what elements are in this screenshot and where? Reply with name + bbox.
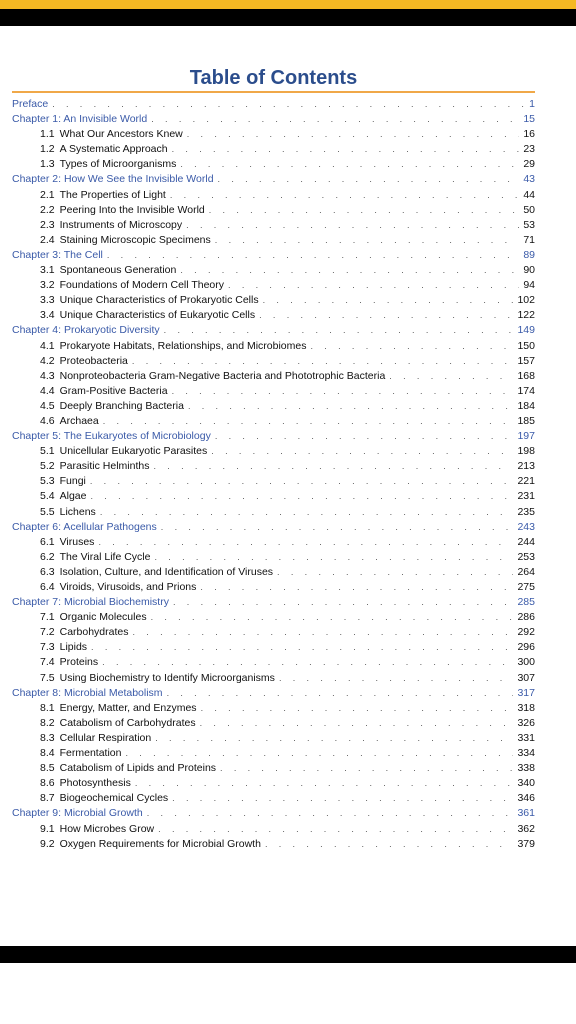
toc-entry-label: Archaea xyxy=(59,414,99,427)
toc-entry-label: Chapter 2: How We See the Invisible World xyxy=(12,173,214,186)
toc-entry-label: The Properties of Light xyxy=(59,188,166,201)
toc-chapter-link[interactable] xyxy=(12,112,535,127)
toc-entry-label: Types of Microorganisms xyxy=(59,158,177,171)
toc-entry-label: Chapter 6: Acellular Pathogens xyxy=(12,520,157,533)
toc-entry-label: Preface xyxy=(12,98,49,110)
toc-section-link[interactable] xyxy=(12,218,535,233)
toc-entry-label: Energy, Matter, and Enzymes xyxy=(59,701,197,714)
page-title: Table of Contents xyxy=(189,67,358,89)
toc-page-number: 300 xyxy=(517,656,535,669)
toc-section-link[interactable] xyxy=(12,716,535,731)
toc-page-number: 29 xyxy=(523,158,535,171)
toc-section-link[interactable] xyxy=(12,791,535,806)
toc-section-link[interactable] xyxy=(12,444,535,459)
toc-page-number: 346 xyxy=(517,792,535,805)
dot-leader xyxy=(98,535,513,550)
toc-entry-label: Chapter 3: The Cell xyxy=(12,248,103,261)
toc-page-number: 275 xyxy=(517,581,535,593)
toc-section-number: 5.5 xyxy=(40,505,55,518)
dot-leader xyxy=(167,686,514,701)
top-black-bar xyxy=(0,9,576,26)
toc-page-number: 198 xyxy=(517,445,535,458)
dot-leader xyxy=(180,263,519,278)
dot-leader xyxy=(125,746,513,761)
toc-section-link[interactable] xyxy=(12,505,535,520)
toc-section-link[interactable] xyxy=(12,550,535,565)
toc-entry-label: Staining Microscopic Specimens xyxy=(59,233,211,246)
toc-section-link[interactable] xyxy=(12,369,535,384)
toc-section-link[interactable] xyxy=(12,399,535,414)
toc-section-number: 7.2 xyxy=(40,626,55,639)
toc-chapter-link[interactable] xyxy=(12,806,535,821)
toc-page-number: 326 xyxy=(517,716,535,729)
dot-leader xyxy=(187,127,520,142)
toc-section-link[interactable] xyxy=(12,701,535,716)
toc-section-number: 7.3 xyxy=(40,641,55,654)
dot-leader xyxy=(259,308,513,323)
toc-section-link[interactable] xyxy=(12,157,535,172)
toc-section-number: 4.6 xyxy=(40,414,55,427)
toc-page-number: 292 xyxy=(517,626,535,639)
toc-section-number: 7.5 xyxy=(40,671,55,684)
toc-section-link[interactable] xyxy=(12,776,535,791)
toc-page-number: 331 xyxy=(517,731,535,744)
toc-section-link[interactable] xyxy=(12,474,535,489)
toc-page-number: 379 xyxy=(517,837,535,850)
toc-page-number: 157 xyxy=(517,354,535,367)
dot-leader xyxy=(188,399,514,414)
bottom-black-bar xyxy=(0,946,576,963)
toc-page-number: 71 xyxy=(523,233,535,246)
dot-leader xyxy=(135,776,514,791)
toc-section-link[interactable] xyxy=(12,671,535,686)
dot-leader xyxy=(151,112,519,127)
toc-page-number: 1 xyxy=(529,98,535,110)
dot-leader xyxy=(153,459,513,474)
toc-page-number: 318 xyxy=(517,701,535,714)
dot-leader xyxy=(218,172,520,187)
toc-section-link[interactable] xyxy=(12,731,535,746)
dot-leader xyxy=(155,731,513,746)
toc-entry-label: Using Biochemistry to Identify Microorganisms xyxy=(59,671,275,684)
toc-section-number: 4.4 xyxy=(40,384,55,397)
toc-section-number: 4.2 xyxy=(40,354,55,367)
toc-section-link[interactable] xyxy=(12,822,535,837)
toc-page-number: 361 xyxy=(517,807,535,820)
toc-page-number: 94 xyxy=(523,279,535,292)
toc-section-link[interactable] xyxy=(12,625,535,640)
toc-section-number: 7.4 xyxy=(40,656,55,669)
toc-entry-label: Unicellular Eukaryotic Parasites xyxy=(59,445,208,458)
dot-leader xyxy=(180,157,519,172)
toc-entry-label: Catabolism of Lipids and Proteins xyxy=(59,762,217,775)
toc-page-number: 338 xyxy=(517,762,535,775)
top-accent-strip xyxy=(0,0,576,9)
toc-page-number: 253 xyxy=(517,550,535,563)
toc-page-number: 90 xyxy=(523,264,535,277)
toc-section-link[interactable] xyxy=(12,278,535,293)
toc-section-number: 8.7 xyxy=(40,792,55,805)
toc-section-link[interactable] xyxy=(12,655,535,670)
toc-section-link[interactable] xyxy=(12,188,535,203)
toc-section-number: 9.1 xyxy=(40,822,55,835)
toc-chapter-link[interactable] xyxy=(12,686,535,701)
toc-page-number: 231 xyxy=(517,490,535,503)
toc-page-number: 150 xyxy=(517,339,535,352)
toc-section-number: 2.1 xyxy=(40,188,55,201)
dot-leader xyxy=(201,701,514,716)
dot-leader xyxy=(172,142,520,157)
toc-entry-label: Biogeochemical Cycles xyxy=(59,792,169,805)
dot-leader xyxy=(215,429,514,444)
toc-entry-label: Chapter 5: The Eukaryotes of Microbiology xyxy=(12,430,211,443)
toc-entry-label: Photosynthesis xyxy=(59,777,131,790)
toc-entry-label: Deeply Branching Bacteria xyxy=(59,399,184,412)
dot-leader xyxy=(100,505,514,520)
toc-entry-label: Isolation, Culture, and Identification of Viruses xyxy=(59,565,274,578)
toc-page-number: 149 xyxy=(517,324,535,337)
toc-section-number: 6.1 xyxy=(40,535,55,548)
toc-page-number: 185 xyxy=(517,414,535,427)
toc-entry-label: Proteins xyxy=(59,656,99,669)
toc-section-number: 7.1 xyxy=(40,611,55,624)
dot-leader xyxy=(209,203,520,218)
toc-page-number: 168 xyxy=(517,369,535,382)
toc-page-number: 16 xyxy=(523,128,535,141)
dot-leader xyxy=(132,625,513,640)
toc-section-link[interactable] xyxy=(12,339,535,354)
toc-section-number: 8.2 xyxy=(40,716,55,729)
toc-page-number: 317 xyxy=(517,686,535,699)
dot-leader xyxy=(90,489,513,504)
toc-section-link[interactable] xyxy=(12,746,535,761)
toc-section-link[interactable] xyxy=(12,354,535,369)
toc-entry-label: Viruses xyxy=(59,535,95,548)
toc-entry-label: Nonproteobacteria Gram-Negative Bacteria and Phototrophic Bacteria xyxy=(59,369,386,382)
dot-leader xyxy=(211,444,513,459)
toc-section-number: 1.3 xyxy=(40,158,55,171)
toc-page-number: 264 xyxy=(517,565,535,578)
toc-entry-label: Oxygen Requirements for Microbial Growth xyxy=(59,837,261,850)
dot-leader xyxy=(158,822,513,837)
toc-entry-label: Spontaneous Generation xyxy=(59,264,177,277)
dot-leader xyxy=(389,369,513,384)
toc-page-number: 102 xyxy=(517,294,535,307)
toc-page-number: 296 xyxy=(517,641,535,654)
toc-chapter-link[interactable] xyxy=(12,520,535,535)
dot-leader xyxy=(170,188,519,203)
toc-section-number: 3.4 xyxy=(40,309,55,322)
toc-entry-label: Chapter 9: Microbial Growth xyxy=(12,807,143,820)
toc-section-number: 8.6 xyxy=(40,777,55,790)
toc-section-number: 5.3 xyxy=(40,475,55,488)
toc-section-number: 3.1 xyxy=(40,264,55,277)
toc-section-number: 8.3 xyxy=(40,731,55,744)
toc-entry-label: Lichens xyxy=(59,505,96,518)
dot-leader xyxy=(132,354,514,369)
toc-section-link[interactable] xyxy=(12,489,535,504)
toc-section-link[interactable] xyxy=(12,640,535,655)
toc-page-number: 43 xyxy=(523,173,535,186)
toc-section-link[interactable] xyxy=(12,459,535,474)
toc-page-number: 213 xyxy=(517,460,535,473)
toc-entry-label: Chapter 4: Prokaryotic Diversity xyxy=(12,324,160,337)
dot-leader xyxy=(263,293,514,308)
toc-page-number: 221 xyxy=(517,475,535,488)
toc-section-number: 1.1 xyxy=(40,128,55,141)
toc-entry-label: Chapter 1: An Invisible World xyxy=(12,113,148,126)
toc-page-number: 285 xyxy=(517,596,535,609)
dot-leader xyxy=(102,655,513,670)
toc-entry-label: Organic Molecules xyxy=(59,611,147,624)
toc-section-number: 2.3 xyxy=(40,218,55,231)
dot-leader xyxy=(147,806,514,821)
dot-leader xyxy=(90,474,514,489)
toc-page-number: 340 xyxy=(517,777,535,790)
toc-section-link[interactable] xyxy=(12,127,535,142)
toc-entry-label: Proteobacteria xyxy=(59,354,128,367)
dot-leader xyxy=(164,323,514,338)
toc-entry-label: Fungi xyxy=(59,475,86,488)
toc-entry-label: Prokaryote Habitats, Relationships, and Microbiomes xyxy=(59,339,307,352)
toc-page-number: 15 xyxy=(523,113,535,126)
toc-entry-label: Cellular Respiration xyxy=(59,731,152,744)
toc-section-number: 9.2 xyxy=(40,837,55,850)
dot-leader xyxy=(279,671,514,686)
toc-section-number: 5.2 xyxy=(40,460,55,473)
toc-entry-label: Unique Characteristics of Prokaryotic Cells xyxy=(59,294,259,307)
toc-page-number: 89 xyxy=(523,248,535,261)
toc-section-link[interactable] xyxy=(12,761,535,776)
dot-leader xyxy=(265,837,514,852)
toc-section-number: 8.5 xyxy=(40,762,55,775)
toc-page-number: 197 xyxy=(517,430,535,443)
toc-section-link[interactable] xyxy=(12,565,535,580)
toc-page-number: 174 xyxy=(517,384,535,397)
toc-section-number: 4.3 xyxy=(40,369,55,382)
toc-page-number: 122 xyxy=(517,309,535,322)
toc-entry-label: What Our Ancestors Knew xyxy=(59,128,183,141)
toc-chapter-link[interactable] xyxy=(12,429,535,444)
toc-entry-label: Viroids, Virusoids, and Prions xyxy=(59,581,197,593)
dot-leader xyxy=(52,97,525,112)
toc-entry-label: Parasitic Helminths xyxy=(59,460,150,473)
title-underline xyxy=(12,91,535,93)
toc-chapter-link[interactable] xyxy=(12,248,535,263)
dot-leader xyxy=(220,761,513,776)
dot-leader xyxy=(173,595,513,610)
toc-entry-label: A Systematic Approach xyxy=(59,143,168,156)
toc-section-link[interactable] xyxy=(12,263,535,278)
dot-leader xyxy=(277,565,513,580)
toc-page-number: 362 xyxy=(517,822,535,835)
toc-entry-label: Chapter 8: Microbial Metabolism xyxy=(12,686,163,699)
toc-section-number: 6.4 xyxy=(40,581,55,593)
toc-section-link[interactable] xyxy=(12,142,535,157)
toc-page-number: 235 xyxy=(517,505,535,518)
toc-entry-label: Carbohydrates xyxy=(59,626,129,639)
toc-section-number: 8.1 xyxy=(40,701,55,714)
dot-leader xyxy=(107,248,519,263)
toc-page-number: 184 xyxy=(517,399,535,412)
toc-section-number: 1.2 xyxy=(40,143,55,156)
dot-leader xyxy=(103,414,514,429)
toc-section-number: 4.5 xyxy=(40,399,55,412)
dot-leader xyxy=(172,791,513,806)
toc-entry-label: Fermentation xyxy=(59,747,122,760)
toc-entry-label: The Viral Life Cycle xyxy=(59,550,151,563)
toc-entry-label: Catabolism of Carbohydrates xyxy=(59,716,196,729)
toc-section-number: 3.2 xyxy=(40,279,55,292)
toc-section-number: 6.2 xyxy=(40,550,55,563)
toc-page-number: 334 xyxy=(517,747,535,760)
toc-page-number: 44 xyxy=(523,188,535,201)
dot-leader xyxy=(186,218,519,233)
toc-page-number: 50 xyxy=(523,203,535,216)
toc-entry-label: Unique Characteristics of Eukaryotic Cells xyxy=(59,309,256,322)
toc-chapter-link[interactable] xyxy=(12,172,535,187)
toc-section-link[interactable] xyxy=(12,414,535,429)
toc-section-link[interactable] xyxy=(12,837,535,852)
dot-leader xyxy=(200,580,513,595)
toc-section-number: 4.1 xyxy=(40,339,55,352)
dot-leader xyxy=(161,520,514,535)
dot-leader xyxy=(154,550,513,565)
toc-entry-label: Chapter 7: Microbial Biochemistry xyxy=(12,596,169,609)
toc-section-number: 8.4 xyxy=(40,747,55,760)
toc-entry-label: Instruments of Microscopy xyxy=(59,218,183,231)
toc-page-number: 243 xyxy=(517,520,535,533)
toc-section-number: 6.3 xyxy=(40,565,55,578)
toc-chapter-link[interactable] xyxy=(12,595,535,610)
toc-section-link[interactable] xyxy=(12,233,535,248)
table-of-contents xyxy=(12,97,535,852)
toc-section-number: 2.4 xyxy=(40,233,55,246)
toc-section-link[interactable] xyxy=(12,535,535,550)
toc-section-link[interactable] xyxy=(12,610,535,625)
toc-page-number: 307 xyxy=(517,671,535,684)
toc-entry-label: How Microbes Grow xyxy=(59,822,155,835)
toc-section-link[interactable] xyxy=(12,384,535,399)
toc-section-link[interactable] xyxy=(12,580,535,595)
toc-section-link[interactable] xyxy=(12,293,535,308)
toc-entry-label: Gram-Positive Bacteria xyxy=(59,384,168,397)
dot-leader xyxy=(228,278,519,293)
dot-leader xyxy=(172,384,514,399)
toc-entry-label: Algae xyxy=(59,490,87,503)
toc-chapter-link[interactable] xyxy=(12,323,535,338)
toc-chapter-link[interactable] xyxy=(12,97,535,112)
toc-entry-label: Lipids xyxy=(59,641,88,654)
toc-page-number: 53 xyxy=(523,218,535,231)
dot-leader xyxy=(215,233,520,248)
toc-section-number: 5.1 xyxy=(40,445,55,458)
toc-section-link[interactable] xyxy=(12,308,535,323)
toc-page-number: 286 xyxy=(517,611,535,624)
toc-section-link[interactable] xyxy=(12,203,535,218)
toc-entry-label: Peering Into the Invisible World xyxy=(59,203,205,216)
dot-leader xyxy=(200,716,514,731)
dot-leader xyxy=(91,640,513,655)
dot-leader xyxy=(151,610,514,625)
dot-leader xyxy=(310,339,513,354)
toc-entry-label: Foundations of Modern Cell Theory xyxy=(59,279,225,292)
toc-section-number: 2.2 xyxy=(40,203,55,216)
toc-section-number: 3.3 xyxy=(40,294,55,307)
toc-page-number: 23 xyxy=(523,143,535,156)
toc-section-number: 5.4 xyxy=(40,490,55,503)
toc-page-number: 244 xyxy=(517,535,535,548)
